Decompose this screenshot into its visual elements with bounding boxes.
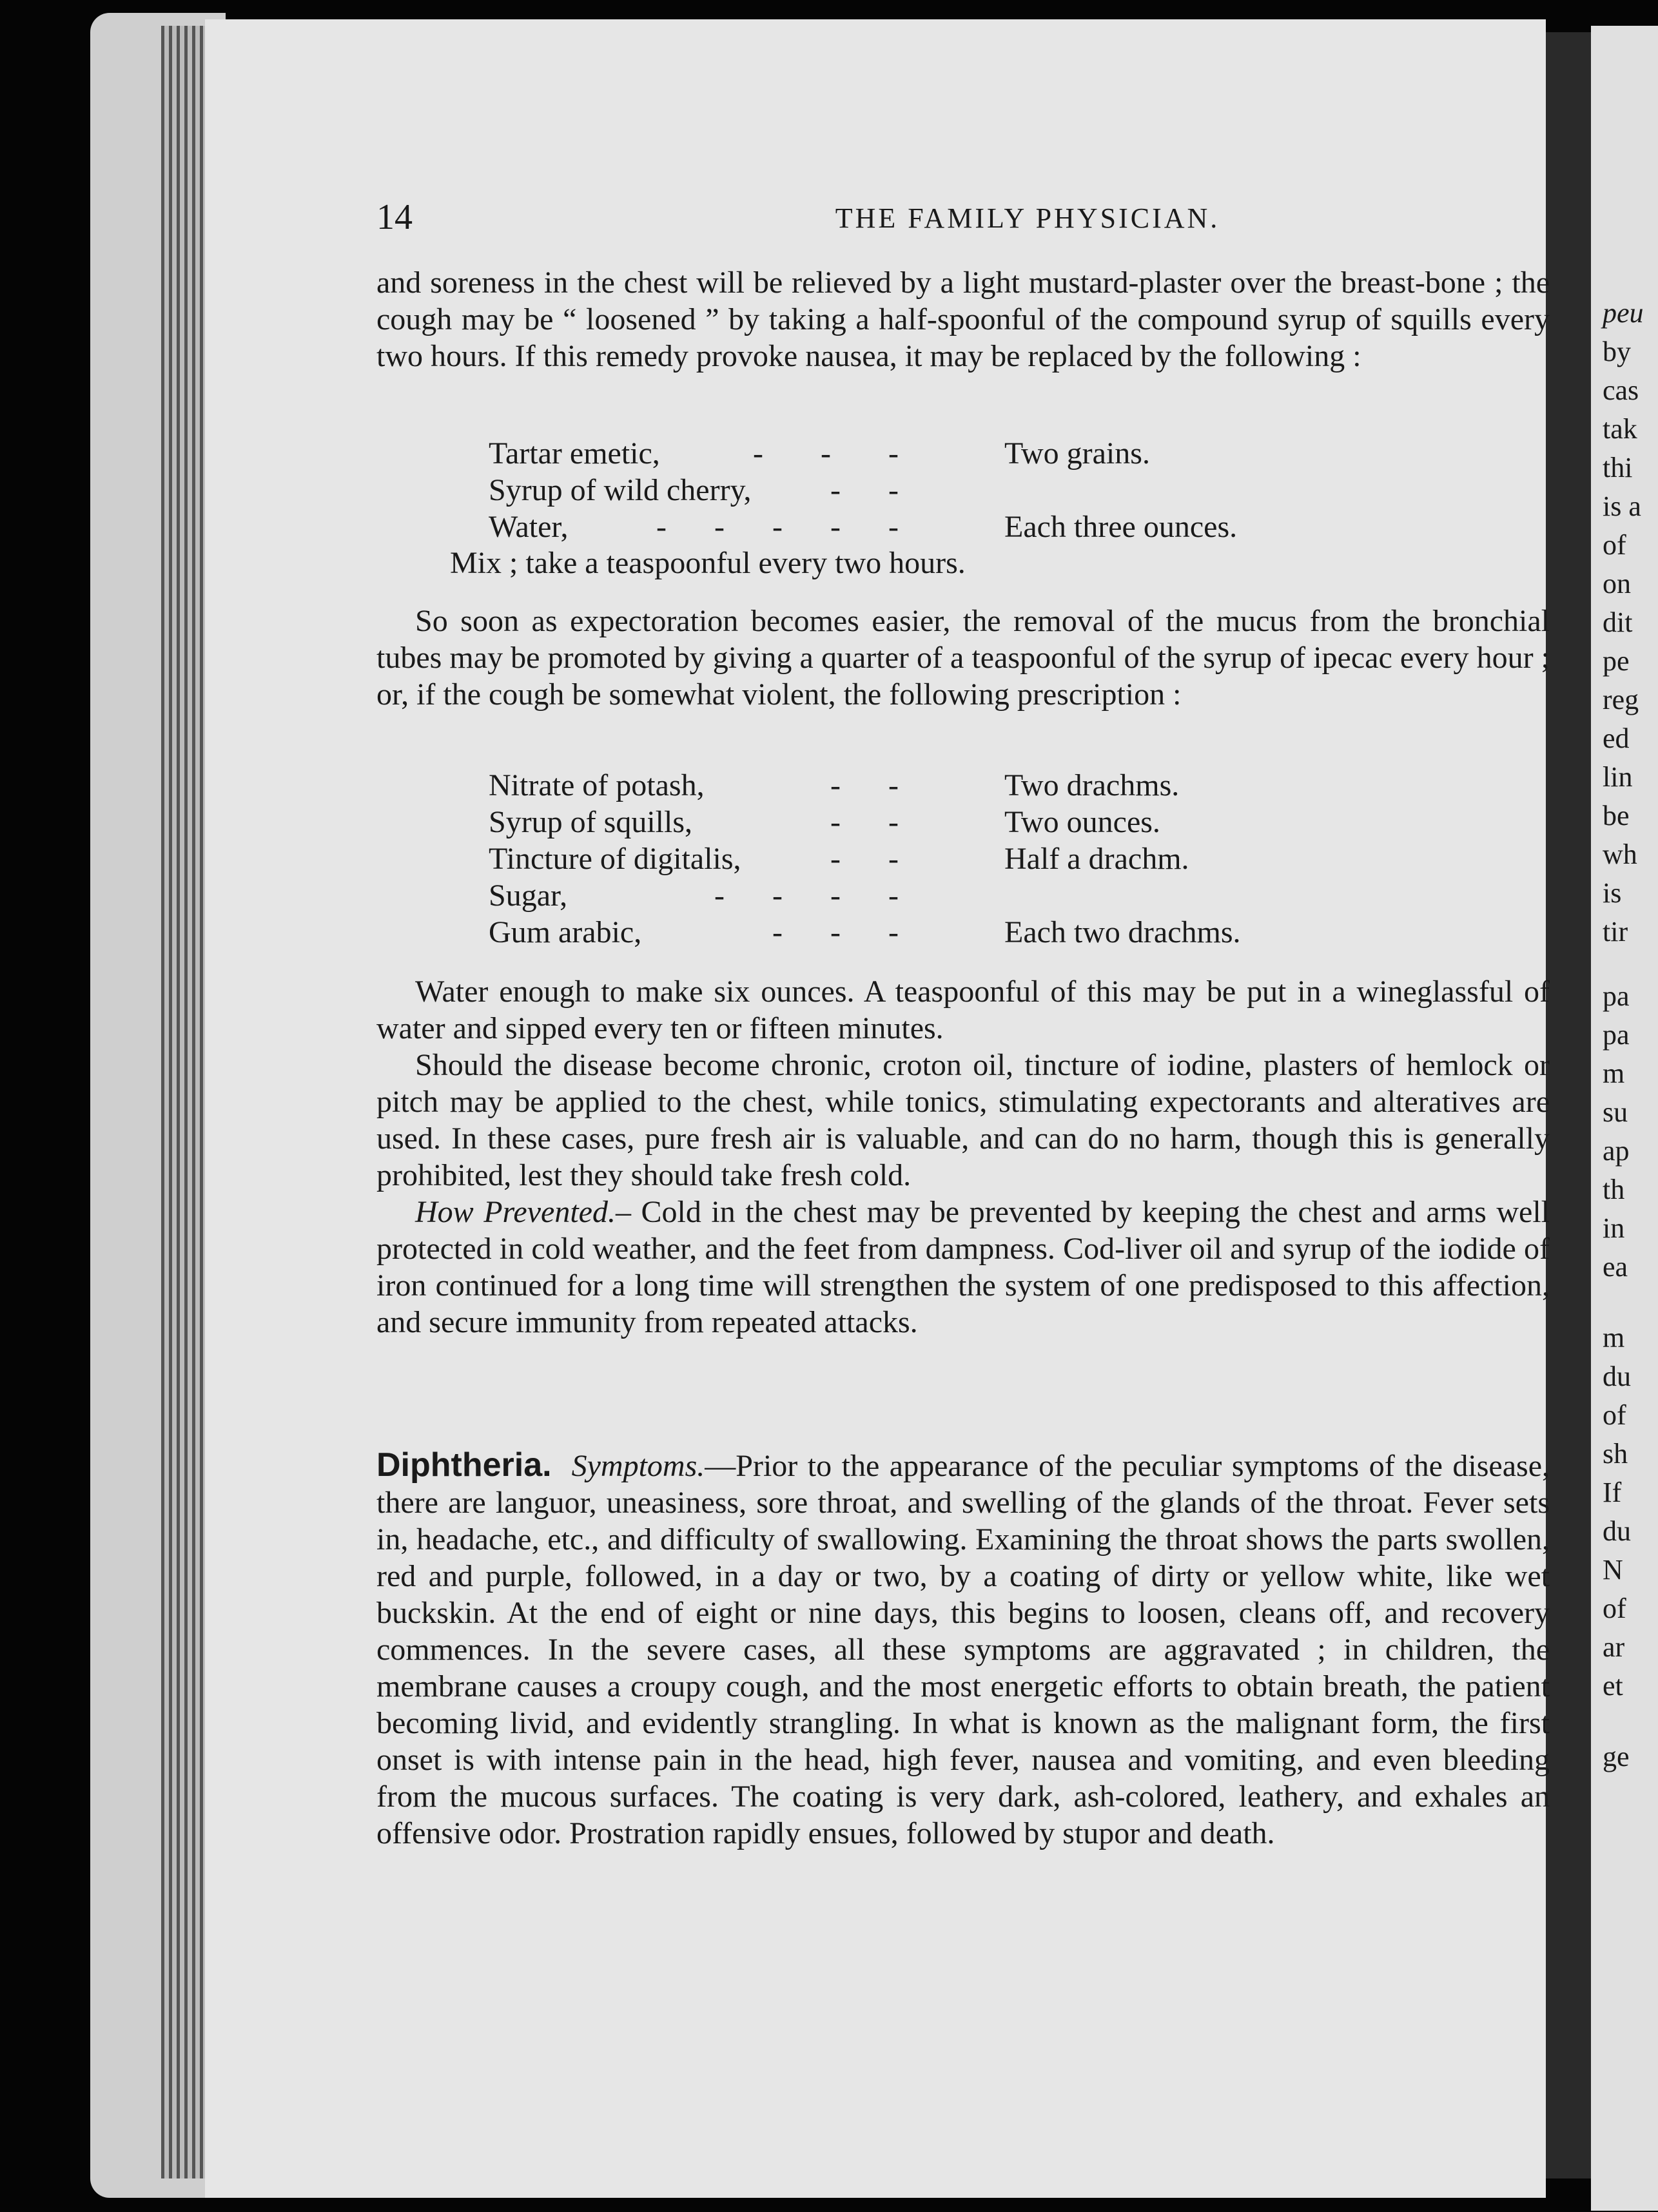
paragraph-3	[376, 973, 1550, 1341]
prescription-row: Syrup of squills, - - Two ounces.	[489, 805, 1160, 839]
facing-page-fragment	[1591, 26, 1658, 2211]
prescription-row: Syrup of wild cherry, - -	[489, 473, 899, 507]
facing-page-text-fragment: If	[1603, 1477, 1622, 1508]
facing-page-text-fragment: pe	[1603, 645, 1630, 677]
facing-page-text-fragment: du	[1603, 1361, 1631, 1392]
facing-page-text-fragment: of	[1603, 1593, 1626, 1624]
page-gutter	[1546, 32, 1591, 2178]
book-page	[205, 19, 1550, 2198]
prescription-row: Tartar emetic, - - - Two grains.	[489, 436, 1150, 471]
paragraph-4-text: Should the disease become chronic, croton oil, tincture of iodine, plasters of hemlock or pitch may be applied to the chest, while tonics, stimulating expectorants and alteratives are used. In these cases, pure fresh air is valuable, and can do no harm, though this is generally prohibited, lest they should take fresh cold.	[376, 1048, 1550, 1192]
quantity: Two ounces.	[1004, 805, 1160, 839]
page-number: 14	[376, 197, 413, 237]
facing-page-text-fragment: ed	[1603, 723, 1630, 754]
prescription-2	[489, 767, 1391, 951]
facing-page-text-fragment: wh	[1603, 839, 1637, 870]
facing-page-text-fragment: on	[1603, 568, 1631, 599]
facing-page-text-fragment: et	[1603, 1670, 1623, 1702]
facing-page-text-fragment: dit	[1603, 606, 1633, 638]
quantity: Each two drachms.	[1004, 915, 1241, 949]
prescription-row: Tincture of digitalis, - - Half a drachm.	[489, 842, 1189, 876]
prescription-row: Gum arabic, - - - Each two drachms.	[489, 915, 1241, 949]
facing-page-text-fragment: cas	[1603, 374, 1639, 406]
facing-page-text-fragment: pa	[1603, 980, 1630, 1012]
facing-page-text-fragment: m	[1603, 1322, 1625, 1353]
intro-paragraph	[376, 264, 1550, 374]
quantity: Two grains.	[1004, 436, 1150, 471]
ingredient: Sugar,	[489, 878, 568, 913]
facing-page-text-fragment: du	[1603, 1515, 1631, 1547]
book-page-edge-lines	[161, 26, 206, 2178]
diphtheria-paragraph	[376, 1447, 1550, 1852]
facing-page-text-fragment: thi	[1603, 452, 1633, 483]
ingredient: Syrup of wild cherry,	[489, 473, 752, 507]
paragraph-5: How Prevented.– Cold in the chest may be prevented by keeping the chest and arms well protected in cold weather, and the feet from dampness. Cod-liver oil and syrup of the iodide of iron continued for a long time will strengthen the system of one predisposed to this affection, and secure immunity from repeated attacks.	[376, 1195, 1550, 1339]
facing-page-text-fragment: of	[1603, 1399, 1626, 1431]
ingredient: Water,	[489, 510, 569, 544]
ingredient: Gum arabic,	[489, 915, 642, 949]
facing-page-text-fragment: pa	[1603, 1019, 1630, 1051]
page-header	[376, 197, 1601, 248]
paragraph-5-text: Cold in the chest may be prevented by keeping the chest and arms well protected in cold weather, and the feet from dampness. Cod-liver oil and syrup of the iodide of iron continued for a long time will strengthen the system of one predisposed to this affection, and secure immunity from repeated attacks.	[376, 1195, 1550, 1339]
facing-page-text-fragment: by	[1603, 336, 1631, 367]
facing-page-text-fragment: su	[1603, 1096, 1628, 1128]
paragraph-3-text: Water enough to make six ounces. A teaspoonful of this may be put in a wineglassful of water and sipped every ten or fifteen minutes.	[376, 975, 1550, 1045]
diphtheria-text: —Prior to the appearance of the peculiar symptoms of the disease, there are languor, uneasiness, sore throat, and swelling of the glands of the throat. Fever sets in, headache, etc., and difficulty of swallowing. Examining the throat shows the parts swollen, red and purple, followed, in a day or two, by a coating of dirty or yellow white, like wet buckskin. At the end of eight or nine days, this begins to loosen, cleans off, and recovery commences. In the severe cases, all these symptoms are aggravated ; in children, the membrane causes a croupy cough, and the most energetic efforts to obtain breath, the patient becoming livid, and evidently strangling. In what is known as the malignant form, the first onset is with intense pain in the head, high fever, nausea and vomiting, and even bleeding from the mucous surfaces. The coating is very dark, ash-colored, leathery, and exhales an offensive odor. Prostration rapidly ensues, followed by stupor and death.	[376, 1449, 1550, 1850]
direction-text: Mix ; take a teaspoonful every two hours.	[450, 546, 966, 580]
facing-page-text-fragment: tir	[1603, 916, 1628, 947]
how-prevented-label: How Prevented.	[415, 1195, 616, 1229]
facing-page-text-fragment: m	[1603, 1058, 1625, 1089]
prescription-1	[489, 435, 1391, 545]
facing-page-text-fragment: ap	[1603, 1135, 1630, 1167]
facing-page-text-fragment: in	[1603, 1212, 1625, 1244]
facing-page-text-fragment: peu	[1603, 297, 1644, 329]
prescription-row: Sugar, - - - -	[489, 878, 899, 913]
diphtheria-heading: Diphtheria.	[376, 1446, 552, 1484]
facing-page-text-fragment: be	[1603, 800, 1630, 831]
quantity: Each three ounces.	[1004, 510, 1238, 544]
facing-page-text-fragment: N	[1603, 1554, 1623, 1586]
ingredient: Nitrate of potash,	[489, 768, 705, 802]
quantity: Half a drachm.	[1004, 842, 1189, 876]
facing-page-text-fragment: th	[1603, 1174, 1625, 1205]
running-title: THE FAMILY PHYSICIAN.	[835, 202, 1220, 234]
facing-page-text-fragment: ge	[1603, 1741, 1630, 1772]
facing-page-text-fragment: lin	[1603, 761, 1633, 793]
facing-page-text-fragment: tak	[1603, 413, 1637, 445]
quantity: Two drachms.	[1004, 768, 1180, 802]
paragraph-2	[376, 603, 1550, 713]
prescription-1-direction	[450, 545, 1352, 581]
facing-page-text-fragment: ea	[1603, 1251, 1628, 1283]
ingredient: Tincture of digitalis,	[489, 842, 741, 876]
facing-page-text-fragment: is a	[1603, 490, 1641, 522]
symptoms-label: Symptoms.	[571, 1449, 705, 1483]
facing-page-text-fragment: sh	[1603, 1438, 1628, 1470]
ingredient: Tartar emetic,	[489, 436, 660, 471]
intro-text: and soreness in the chest will be relieved by a light mustard-plaster over the breast-bone ; the cough may be “ loosened ” by taking a half-spoonful of the compound syrup of squills every two hours. If this remedy provoke nausea, it may be replaced by the following :	[376, 266, 1550, 373]
facing-page-text-fragment: ar	[1603, 1631, 1625, 1663]
facing-page-text-fragment: of	[1603, 529, 1626, 561]
facing-page-text-fragment: is	[1603, 877, 1622, 909]
prescription-row: Water, - - - - - Each three ounces.	[489, 510, 1238, 544]
prescription-row: Nitrate of potash, - - Two drachms.	[489, 768, 1180, 802]
ingredient: Syrup of squills,	[489, 805, 693, 839]
facing-page-text-fragment: reg	[1603, 684, 1639, 715]
diphtheria-section	[376, 1447, 1550, 1852]
paragraph-2-text: So soon as expectoration becomes easier, the removal of the mucus from the bronchial tubes may be promoted by giving a quarter of a teaspoonful of the syrup of ipecac every hour ; or, if the cough be somewhat violent, the following prescription :	[376, 604, 1550, 712]
